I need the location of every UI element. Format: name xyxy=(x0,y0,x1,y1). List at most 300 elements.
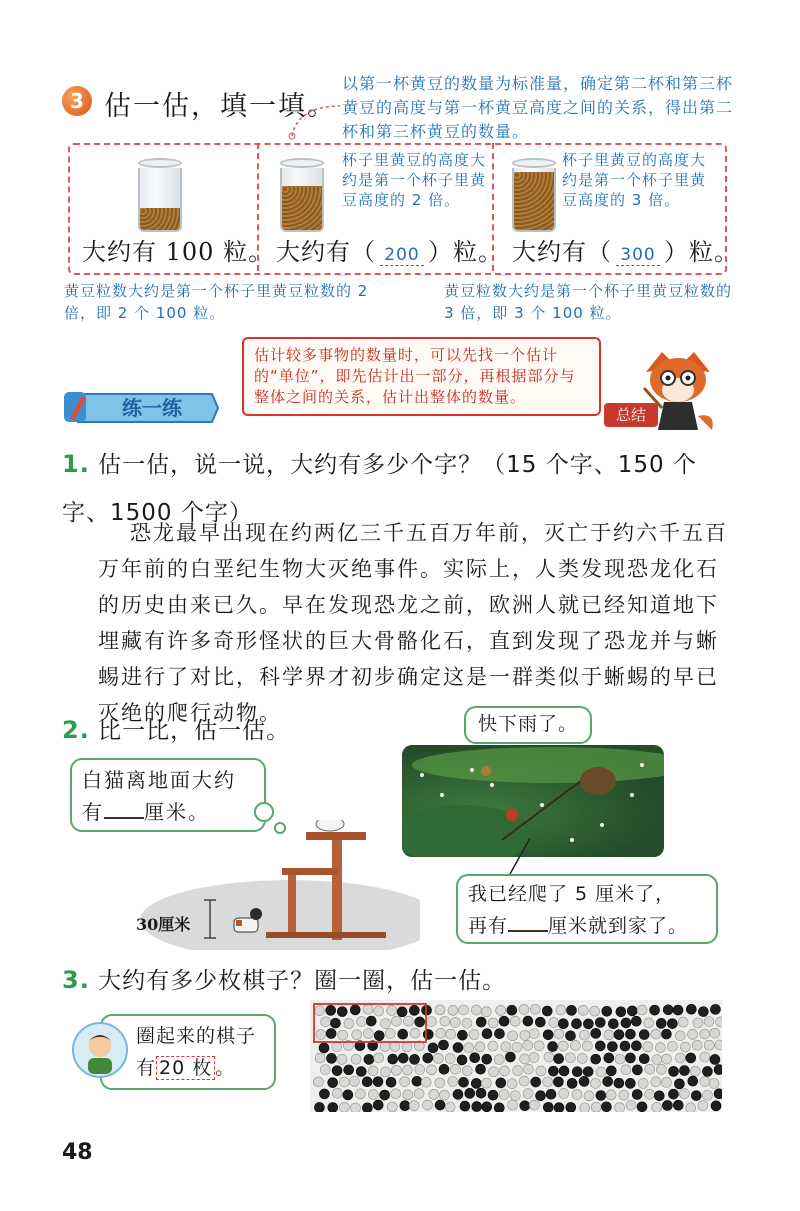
chess-piece xyxy=(403,1016,413,1026)
chess-piece xyxy=(373,1100,383,1110)
chess-piece xyxy=(520,1101,530,1111)
chess-piece xyxy=(523,1089,533,1099)
cup-3 xyxy=(512,158,556,232)
chess-piece xyxy=(409,1101,419,1111)
chess-piece xyxy=(366,1016,376,1026)
snail-bubble-pointer xyxy=(500,836,540,876)
chess-piece xyxy=(709,1078,719,1088)
chess-piece xyxy=(326,1053,336,1063)
chess-piece xyxy=(398,1053,408,1063)
chess-piece xyxy=(402,1065,412,1075)
chess-piece xyxy=(363,1029,373,1039)
chess-piece xyxy=(583,1019,593,1029)
chess-piece xyxy=(656,1064,666,1074)
chess-piece xyxy=(523,1016,533,1026)
chess-piece xyxy=(661,1029,671,1039)
summary-tag: 总结 xyxy=(604,403,658,427)
chess-piece xyxy=(549,1018,559,1028)
chess-piece xyxy=(543,1102,553,1112)
chess-piece xyxy=(469,1030,479,1040)
chess-piece xyxy=(429,1089,439,1099)
chess-piece xyxy=(591,1102,601,1112)
boy-avatar-icon xyxy=(72,1022,128,1078)
snail-distance-blank[interactable] xyxy=(508,930,548,932)
chess-piece xyxy=(451,1064,461,1074)
bubble-suffix: 。 xyxy=(215,1057,236,1079)
chess-piece xyxy=(619,1090,629,1100)
chess-piece xyxy=(315,1053,325,1063)
chess-piece xyxy=(698,1101,708,1111)
chess-piece xyxy=(543,1030,553,1040)
chess-piece xyxy=(513,1066,523,1076)
chess-piece xyxy=(520,1030,530,1040)
chess-piece xyxy=(380,1090,390,1100)
chess-piece xyxy=(652,1055,662,1065)
chess-piece xyxy=(436,1028,446,1038)
chess-piece xyxy=(439,1090,449,1100)
chess-piece xyxy=(338,1030,348,1040)
cup-2-estimate xyxy=(276,232,503,267)
chess-piece xyxy=(608,1019,618,1029)
chess-piece xyxy=(584,1091,594,1101)
chess-piece xyxy=(337,1007,347,1017)
chess-piece xyxy=(691,1091,701,1101)
chess-piece xyxy=(363,1004,373,1014)
chess-piece xyxy=(328,1078,338,1088)
chess-piece xyxy=(591,1054,601,1064)
chess-piece xyxy=(403,1090,413,1100)
bubble-line: 白猫离地面大约 xyxy=(82,768,236,792)
chess-piece xyxy=(536,1066,546,1076)
chess-piece xyxy=(654,1091,664,1101)
bubble-line xyxy=(468,910,706,942)
chess-piece xyxy=(400,1077,410,1087)
chess-piece xyxy=(519,1004,529,1014)
chess-piece xyxy=(476,1088,486,1098)
chess-piece xyxy=(499,1016,509,1026)
chess-piece xyxy=(423,1029,433,1039)
chess-piece xyxy=(391,1016,401,1026)
chess-piece xyxy=(339,1077,349,1087)
chess-piece xyxy=(603,1077,613,1087)
cup-3-note: 杯子里黄豆的高度大约是第一个杯子里黄豆高度的 3 倍。 xyxy=(562,151,707,209)
note-left: 黄豆粒数大约是第一个杯子里黄豆粒数的 2 倍，即 2 个 100 粒。 xyxy=(64,282,369,322)
chess-piece xyxy=(465,1088,475,1098)
chess-piece xyxy=(714,1089,722,1099)
chess-piece xyxy=(544,1052,554,1062)
chess-piece xyxy=(580,1103,590,1112)
note-right: 黄豆粒数大约是第一个杯子里黄豆粒数的 3 倍，即 3 个 100 粒。 xyxy=(444,282,733,322)
chess-piece xyxy=(462,1066,472,1076)
chess-piece xyxy=(704,1040,714,1050)
chess-piece xyxy=(637,1102,647,1112)
beans xyxy=(140,208,180,230)
chess-piece xyxy=(350,1005,360,1015)
chess-piece xyxy=(535,1017,545,1027)
question-2 xyxy=(62,712,290,745)
estimate-prefix: 大约有（ xyxy=(512,238,612,266)
chess-piece xyxy=(388,1054,398,1064)
chess-piece xyxy=(702,1090,712,1100)
bubble-prefix: 有 xyxy=(82,800,104,824)
chess-piece xyxy=(554,1103,564,1112)
chess-piece xyxy=(668,1089,678,1099)
chess-piece xyxy=(482,1054,492,1064)
chess-piece xyxy=(386,1077,396,1087)
chess-piece xyxy=(631,1041,641,1051)
chess-piece xyxy=(519,1076,529,1086)
chess-piece xyxy=(625,1029,635,1039)
chess-piece xyxy=(548,1066,558,1076)
chess-piece xyxy=(314,1006,324,1016)
question-3 xyxy=(62,962,506,995)
chess-piece xyxy=(471,1005,481,1015)
hint-pointer-arrow xyxy=(288,96,348,142)
chess-piece xyxy=(409,1005,419,1015)
chess-piece xyxy=(440,1016,450,1026)
chess-piece xyxy=(453,1089,463,1099)
chess-piece xyxy=(607,1042,617,1052)
chess-piece xyxy=(343,1090,353,1100)
chess-piece xyxy=(702,1066,712,1076)
chess-piece xyxy=(410,1028,420,1038)
chess-piece xyxy=(602,1006,612,1016)
chess-piece xyxy=(578,1005,588,1015)
chess-piece xyxy=(426,1016,436,1026)
chess-piece xyxy=(332,1042,342,1052)
beans xyxy=(514,172,554,230)
chess-piece xyxy=(711,1101,721,1111)
chess-piece xyxy=(620,1041,630,1051)
chess-piece xyxy=(344,1065,354,1075)
chess-piece xyxy=(423,1053,433,1063)
chess-piece xyxy=(508,1100,518,1110)
chess-piece xyxy=(481,1078,491,1088)
chess-piece xyxy=(415,1064,425,1074)
chess-piece xyxy=(675,1053,685,1063)
chess-piece xyxy=(398,1029,408,1039)
bubble-line: 圈起来的棋子 xyxy=(136,1025,257,1047)
chess-piece xyxy=(380,1019,390,1029)
chess-piece xyxy=(591,1078,601,1088)
chess-piece xyxy=(625,1053,635,1063)
chess-piece xyxy=(639,1030,649,1040)
cat-height-blank[interactable] xyxy=(104,817,144,819)
chess-piece xyxy=(385,1028,395,1038)
question-text: 大约有多少枚棋子？圈一圈，估一估。 xyxy=(98,968,507,994)
question-number: 1. xyxy=(62,450,90,478)
chess-piece xyxy=(445,1102,455,1112)
chess-piece xyxy=(559,1066,569,1076)
chess-piece xyxy=(489,1067,499,1077)
chess-piece xyxy=(510,1091,520,1101)
chess-piece xyxy=(427,1065,437,1075)
chess-piece xyxy=(332,1088,342,1098)
chess-piece xyxy=(669,1066,679,1076)
chess-piece xyxy=(645,1089,655,1099)
chess-piece xyxy=(704,1017,714,1027)
chess-piece xyxy=(390,1041,400,1051)
chess-piece xyxy=(488,1041,498,1051)
chess-piece xyxy=(554,1029,564,1039)
chess-piece xyxy=(679,1089,689,1099)
chess-piece xyxy=(643,1042,653,1052)
chess-piece xyxy=(459,1005,469,1015)
chess-piece xyxy=(606,1066,616,1076)
chess-piece xyxy=(314,1102,324,1112)
chess-piece xyxy=(523,1064,533,1074)
chess-piece xyxy=(652,1102,662,1112)
chess-piece xyxy=(566,1102,576,1112)
chess-piece xyxy=(680,1042,690,1052)
cup-glass xyxy=(280,168,324,232)
cup-3-answer[interactable]: 300 xyxy=(616,245,660,266)
chess-piece xyxy=(364,1054,374,1064)
chess-piece xyxy=(512,1042,522,1052)
chess-piece xyxy=(686,1103,696,1112)
chess-piece xyxy=(606,1090,616,1100)
chess-piece xyxy=(565,1053,575,1063)
chess-piece xyxy=(482,1102,492,1112)
chess-piece xyxy=(556,1005,566,1015)
chess-piece xyxy=(632,1089,642,1099)
chess-piece xyxy=(572,1067,582,1077)
chess-piece xyxy=(686,1004,696,1014)
snail-bubble xyxy=(456,874,718,944)
chess-piece xyxy=(698,1007,708,1017)
chess-piece xyxy=(572,1090,582,1100)
estimate-suffix: ）粒。 xyxy=(428,238,503,266)
cup-rim xyxy=(138,158,182,168)
chess-piece xyxy=(391,1065,401,1075)
chess-piece xyxy=(472,1102,482,1112)
dinosaur-passage: 恐龙最早出现在约两亿三千五百万年前，灭亡于约六千五百万年前的白垩纪生物大灭绝事件。实际上，人类发现恐龙化石的历史由来已久。早在发现恐龙之前，欧洲人就已经知道地下埋藏有许多奇形怪状的巨大骨骼化石，直到发现了恐龙并与蜥蜴进行了对比，科学界才初步确定这是一群类似于蜥蜴的早已灭绝的爬行动物。 xyxy=(98,521,728,725)
chess-piece xyxy=(446,1029,456,1039)
chess-piece xyxy=(614,1078,624,1088)
chess-piece xyxy=(638,1078,648,1088)
chess-piece xyxy=(536,1091,546,1101)
chess-piece xyxy=(627,1006,637,1016)
chess-piece xyxy=(632,1065,642,1075)
chess-piece xyxy=(494,1029,504,1039)
chess-piece xyxy=(542,1006,552,1016)
chess-piece xyxy=(673,1100,683,1110)
chess-piece xyxy=(571,1019,581,1029)
chess-piece xyxy=(374,1053,384,1063)
chess-piece xyxy=(596,1067,606,1077)
chess-piece xyxy=(631,1016,641,1026)
beans xyxy=(282,186,322,230)
chess-piece xyxy=(553,1077,563,1087)
chess-piece xyxy=(462,1018,472,1028)
chess-piece xyxy=(520,1054,530,1064)
chess-piece xyxy=(470,1053,480,1063)
section-number-badge: 3 xyxy=(62,86,92,116)
chess-piece xyxy=(414,1089,424,1099)
chess-piece xyxy=(428,1043,438,1053)
question-number: 3. xyxy=(62,966,90,994)
chess-piece xyxy=(601,1102,611,1112)
chess-piece xyxy=(507,1005,517,1015)
chess-piece xyxy=(450,1017,460,1027)
chess-piece xyxy=(320,1065,330,1075)
chess-piece xyxy=(380,1041,390,1051)
chess-piece xyxy=(445,1054,455,1064)
chess-piece xyxy=(529,1053,539,1063)
chess-piece xyxy=(374,1031,384,1041)
chess-piece xyxy=(321,1017,331,1027)
cup-2-note: 杯子里黄豆的高度大约是第一个杯子里黄豆高度的 2 倍。 xyxy=(342,151,487,209)
chess-piece xyxy=(387,1102,397,1112)
chess-piece xyxy=(579,1030,589,1040)
chess-piece xyxy=(435,1078,445,1088)
chess-piece xyxy=(621,1065,631,1075)
chess-piece xyxy=(328,1103,338,1112)
chess-piece xyxy=(700,1077,710,1087)
chess-piece xyxy=(380,1067,390,1077)
chess-piece xyxy=(368,1066,378,1076)
summary-box: 估计较多事物的数量时，可以先找一个估计的“单位”，即先估计出一部分，再根据部分与整体之间的关系，估计出整体的数量。 xyxy=(242,337,601,416)
cup-2 xyxy=(280,158,324,232)
chess-piece xyxy=(523,1040,533,1050)
bubble-line xyxy=(136,1052,270,1084)
chess-piece xyxy=(496,1005,506,1015)
chess-piece xyxy=(435,1005,445,1015)
chess-piece xyxy=(351,1054,361,1064)
cup-1-estimate: 大约有 100 粒。 xyxy=(82,238,274,266)
chess-piece xyxy=(693,1018,703,1028)
chess-piece xyxy=(368,1089,378,1099)
chess-piece xyxy=(337,1054,347,1064)
chess-piece xyxy=(675,1031,685,1041)
chess-piece xyxy=(615,1054,625,1064)
chess-piece xyxy=(374,1006,384,1016)
chess-piece xyxy=(710,1028,720,1038)
chess-piece xyxy=(595,1041,605,1051)
chess-piece xyxy=(710,1004,720,1014)
chess-piece xyxy=(356,1017,366,1027)
chess-piece xyxy=(319,1043,329,1053)
chess-piece xyxy=(326,1005,336,1015)
chess-piece xyxy=(663,1005,673,1015)
chess-piece xyxy=(316,1030,326,1040)
chess-piece xyxy=(637,1005,647,1015)
chess-piece xyxy=(387,1005,397,1015)
chess-piece xyxy=(577,1053,587,1063)
circled-count: 20 枚 xyxy=(156,1056,215,1080)
question-text: 比一比，估一估。 xyxy=(98,718,291,744)
chess-piece xyxy=(476,1017,486,1027)
question-number: 2. xyxy=(62,716,90,744)
chess-piece xyxy=(662,1077,672,1087)
chess-piece xyxy=(373,1077,383,1087)
chess-piece xyxy=(494,1103,504,1112)
chess-piece xyxy=(667,1041,677,1051)
bubble-line: 我已经爬了 5 厘米了， xyxy=(468,883,676,905)
practice-label: 练一练 xyxy=(122,396,182,420)
section-title: 估一估，填一填。 xyxy=(104,91,336,122)
chess-piece xyxy=(650,1005,660,1015)
chess-piece xyxy=(651,1029,661,1039)
chess-piece xyxy=(507,1079,517,1089)
chess-piece xyxy=(529,1100,539,1110)
chess-piece xyxy=(616,1007,626,1017)
chess-piece xyxy=(362,1103,372,1112)
chess-piece xyxy=(531,1077,541,1087)
chess-piece xyxy=(714,1065,722,1075)
chess-piece xyxy=(625,1078,635,1088)
chess-piece xyxy=(355,1089,365,1099)
chess-piece xyxy=(558,1041,568,1051)
chess-piece xyxy=(433,1053,443,1063)
estimate-prefix: 大约有（ xyxy=(276,238,376,266)
chess-piece xyxy=(543,1077,553,1087)
chess-piece xyxy=(482,1029,492,1039)
chess-piece xyxy=(662,1100,672,1110)
chess-piece xyxy=(356,1067,366,1077)
chess-piece xyxy=(651,1077,661,1087)
chess-piece xyxy=(496,1078,506,1088)
question-text: 估一估，说一说，大约有多少个字？（15 个字、150 个字、1500 个字） xyxy=(62,452,697,526)
chess-piece xyxy=(460,1101,470,1111)
chess-piece xyxy=(494,1055,504,1065)
chess-piece xyxy=(645,1064,655,1074)
chess-piece xyxy=(510,1016,520,1026)
chess-piece xyxy=(410,1054,420,1064)
chess-piece xyxy=(591,1028,601,1038)
chess-piece xyxy=(566,1005,576,1015)
chess-piece xyxy=(391,1089,401,1099)
chess-piece xyxy=(457,1030,467,1040)
chess-piece xyxy=(459,1077,469,1087)
chess-piece xyxy=(700,1052,710,1062)
chess-piece xyxy=(397,1007,407,1017)
chess-piece xyxy=(686,1053,696,1063)
chess-piece xyxy=(565,1031,575,1041)
cup-2-answer[interactable]: 200 xyxy=(380,245,424,266)
chess-piece xyxy=(475,1042,485,1052)
chess-piece xyxy=(604,1053,614,1063)
chess-piece xyxy=(362,1077,372,1087)
chess-piece xyxy=(423,1100,433,1110)
chess-piece xyxy=(471,1078,481,1088)
scale-label: 30厘米 xyxy=(136,915,191,934)
chess-piece xyxy=(313,1077,323,1087)
chess-piece xyxy=(559,1088,569,1098)
chess-piece xyxy=(505,1052,515,1062)
chess-piece xyxy=(508,1031,518,1041)
chess-piece xyxy=(326,1029,336,1039)
chess-piece xyxy=(582,1041,592,1051)
chess-piece xyxy=(656,1018,666,1028)
chess-piece xyxy=(330,1018,340,1028)
chess-piece xyxy=(688,1076,698,1086)
chess-piece xyxy=(439,1040,449,1050)
cup-glass xyxy=(138,168,182,232)
chess-piece xyxy=(673,1005,683,1015)
rain-bubble: 快下雨了。 xyxy=(464,706,592,744)
chess-piece xyxy=(500,1066,510,1076)
chess-piece xyxy=(421,1077,431,1087)
chess-piece xyxy=(439,1064,449,1074)
chess-piece xyxy=(351,1103,361,1112)
cup-rim xyxy=(280,158,324,168)
chess-piece xyxy=(621,1018,631,1028)
chess-piece xyxy=(558,1019,568,1029)
chess-piece xyxy=(464,1043,474,1053)
page-number: 48 xyxy=(62,1140,93,1165)
chess-piece xyxy=(554,1054,564,1064)
